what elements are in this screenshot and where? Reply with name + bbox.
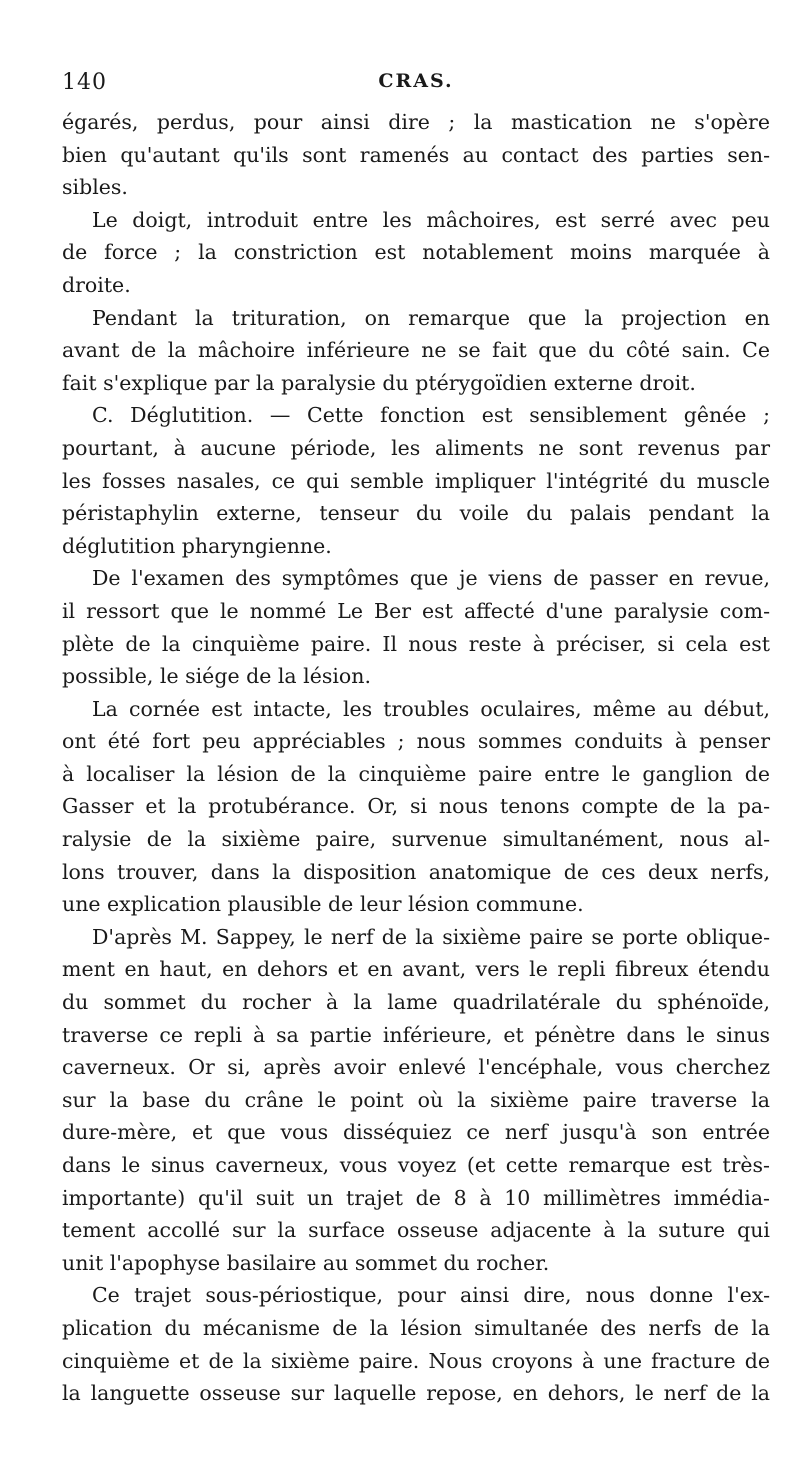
text-line: De l'examen des symptômes que je viens de passer en revue, <box>92 566 770 591</box>
text-line: droite. <box>62 272 131 297</box>
text-line: Gasser et la protubérance. Or, si nous tenons compte de la pa- <box>62 794 770 819</box>
text-line: tement accollé sur la surface osseuse adjacente à la suture qui <box>62 1218 770 1243</box>
text-line: du sommet du rocher à la lame quadrilatérale du sphénoïde, <box>62 990 770 1015</box>
text-line: D'après M. Sappey, le nerf de la sixième paire se porte oblique- <box>92 924 770 949</box>
text-line: à localiser la lésion de la cinquième paire entre le ganglion de <box>62 761 770 786</box>
text-line: caverneux. Or si, après avoir enlevé l'encéphale, vous cherchez <box>62 1055 770 1080</box>
text-line: bien qu'autant qu'ils sont ramenés au contact des parties sen- <box>62 142 770 167</box>
text-line: Ce trajet sous-périostique, pour ainsi dire, nous donne l'ex- <box>92 1283 770 1308</box>
text-line: égarés, perdus, pour ainsi dire ; la mastication ne s'opère <box>62 110 770 134</box>
text-line: sibles. <box>62 175 128 200</box>
paragraph <box>62 204 770 302</box>
text-line: ment en haut, en dehors et en avant, vers le repli fibreux étendu <box>62 957 770 982</box>
text-line: de force ; la constriction est notablement moins marquée à <box>62 240 770 265</box>
text-line: lons trouver, dans la disposition anatomique de ces deux nerfs, <box>62 859 770 884</box>
text-line: Pendant la trituration, on remarque que la projection en <box>92 305 770 330</box>
text-line: dans le sinus caverneux, vous voyez (et cette remarque est très- <box>62 1153 770 1177</box>
text-line: Le doigt, introduit entre les mâchoires, est serré avec peu <box>92 207 770 232</box>
text-line: déglutition pharyngienne. <box>62 533 332 558</box>
text-line: les fosses nasales, ce qui semble impliquer l'intégrité du muscle <box>62 468 770 493</box>
text-line: possible, le siége de la lésion. <box>62 664 371 689</box>
text-line: ralysie de la sixième paire, survenue simultanément, nous al- <box>62 827 770 852</box>
paragraph <box>62 302 770 400</box>
paragraph <box>62 399 770 562</box>
running-head: CRAS. <box>378 70 454 92</box>
text-line: la languette osseuse sur laquelle repose, en dehors, le nerf de la <box>62 1381 770 1406</box>
text-line: unit l'apophyse basilaire au sommet du rocher. <box>62 1250 550 1275</box>
paragraph <box>62 693 770 921</box>
paragraph <box>62 1279 770 1409</box>
text-line: La cornée est intacte, les troubles oculaires, même au début, <box>92 696 770 721</box>
text-line: traverse ce repli à sa partie inférieure, et pénètre dans le sinus <box>62 1022 770 1047</box>
paragraph <box>62 562 770 692</box>
text-line: plication du mécanisme de la lésion simultanée des nerfs de la <box>62 1315 770 1340</box>
text-line: avant de la mâchoire inférieure ne se fait que du côté sain. Ce <box>62 338 770 363</box>
text-line: importante) qu'il suit un trajet de 8 à 10 millimètres immédia- <box>62 1185 770 1210</box>
page-header <box>62 70 770 98</box>
text-line: pourtant, à aucune période, les aliments ne sont revenus par <box>62 435 770 460</box>
text-line: ont été fort peu appréciables ; nous sommes conduits à penser <box>62 729 770 754</box>
text-line: une explication plausible de leur lésion commune. <box>62 892 584 917</box>
body-text <box>62 106 770 1410</box>
text-line: cinquième et de la sixième paire. Nous croyons à une fracture de <box>62 1348 770 1373</box>
text-line: plète de la cinquième paire. Il nous reste à préciser, si cela est <box>62 631 770 656</box>
text-line: C. Déglutition. — Cette fonction est sensiblement gênée ; <box>92 403 770 428</box>
text-line: fait s'explique par la paralysie du ptérygoïdien externe droit. <box>62 370 696 395</box>
paragraph <box>62 921 770 1280</box>
text-line: péristaphylin externe, tenseur du voile du palais pendant la <box>62 501 770 526</box>
text-line: sur la base du crâne le point où la sixième paire traverse la <box>62 1087 770 1112</box>
text-line: il ressort que le nommé Le Ber est affecté d'une paralysie com- <box>62 598 770 623</box>
page-number: 140 <box>62 70 107 95</box>
text-line: dure-mère, et que vous disséquiez ce nerf jusqu'à son entrée <box>62 1120 770 1145</box>
paragraph <box>62 106 770 204</box>
